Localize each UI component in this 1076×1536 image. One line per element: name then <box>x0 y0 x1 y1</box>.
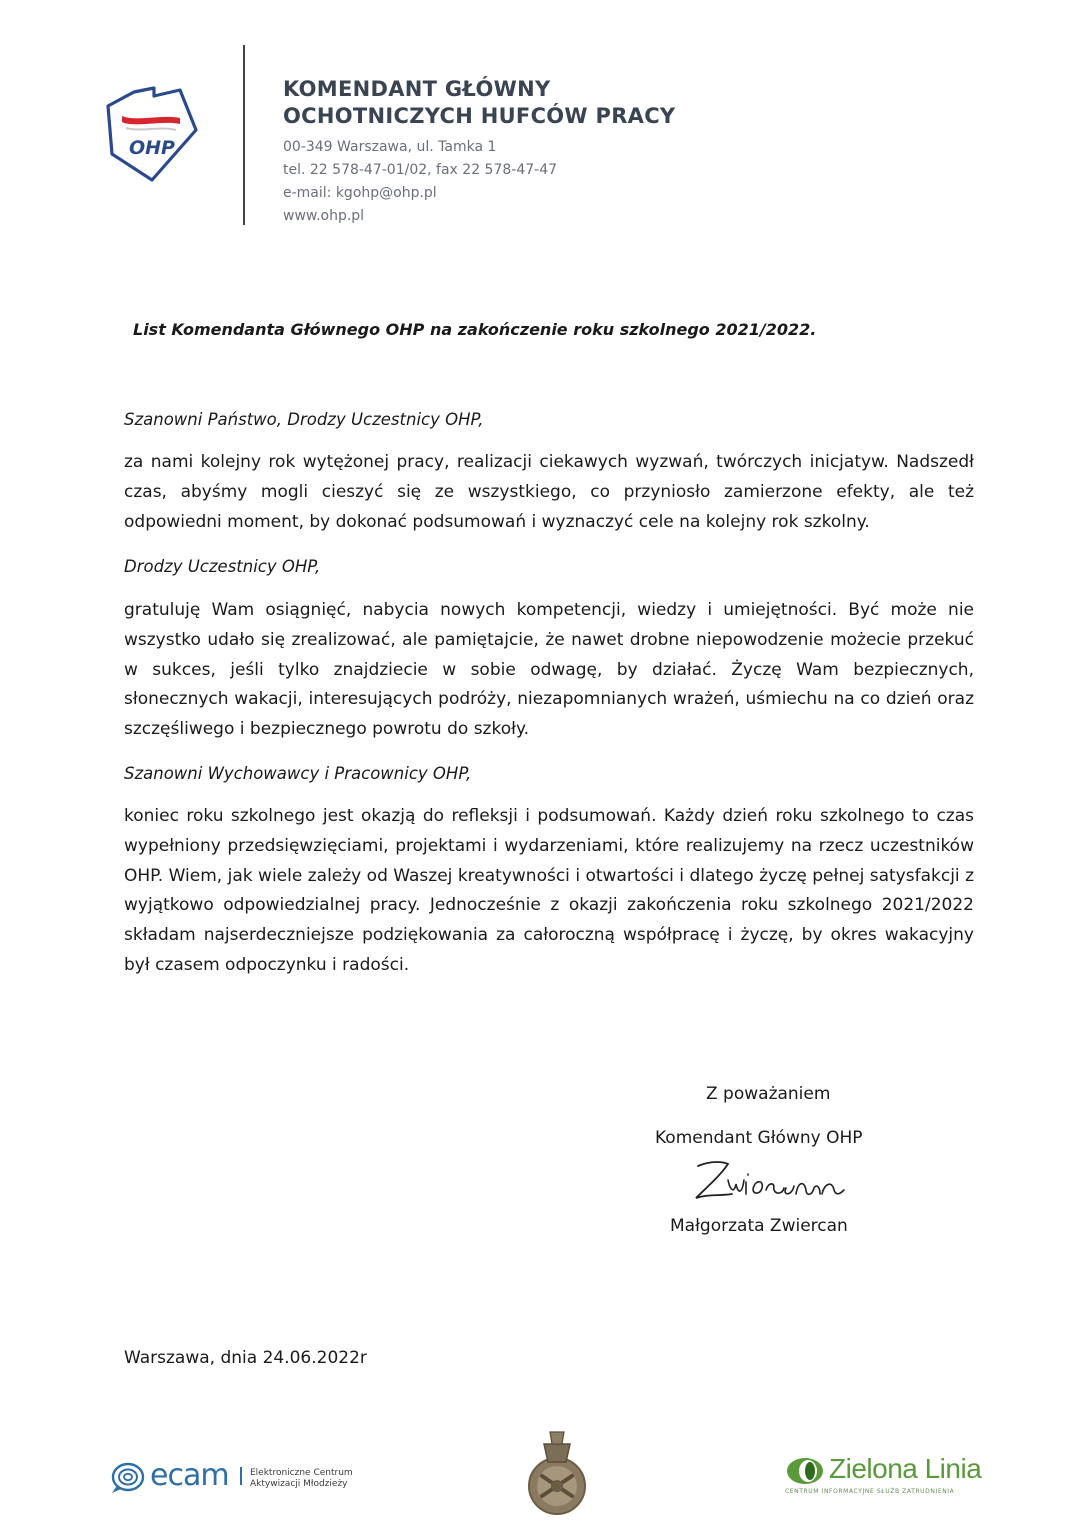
closing: Z poważaniem <box>706 1084 831 1104</box>
salutation-1: Szanowni Państwo, Drodzy Uczestnicy OHP, <box>124 410 484 429</box>
ecam-icon <box>110 1460 146 1494</box>
ohp-logo-text: OHP <box>129 137 175 159</box>
letterhead-address: 00-349 Warszawa, ul. Tamka 1 <box>283 139 497 155</box>
place-and-date: Warszawa, dnia 24.06.2022r <box>124 1348 367 1368</box>
letterhead-email: e-mail: kgohp@ohp.pl <box>283 185 437 201</box>
ohp-emblem <box>518 1422 596 1518</box>
letterhead-website: www.ohp.pl <box>283 208 365 224</box>
salutation-3: Szanowni Wychowawcy i Pracownicy OHP, <box>124 764 472 783</box>
ecam-subtitle <box>250 1468 353 1490</box>
zielona-linia-logo <box>785 1452 982 1496</box>
zielona-linia-icon <box>785 1456 825 1486</box>
paragraph-2: gratuluję Wam osiągnięć, nabycia nowych kompetencji, wiedzy i umiejętności. Być może nie wszystko udało się zrealizować, ale pamiętajcie, że nawet drobne niepowodzenie możecie przekuć w sukces, jeśli tylko znajdziecie w sobie odwagę, by działać. Życzę Wam bezpiecznych, słonecznych wakacji, interesujących podróży, niezapomnianych wrażeń, uśmiechu na co dzień oraz szczęśliwego i bezpiecznego powrotu do szkoły. <box>124 600 974 740</box>
signer-title: Komendant Główny OHP <box>655 1128 863 1148</box>
zielona-linia-tagline: CENTRUM INFORMACYJNE SŁUŻB ZATRUDNIENIA <box>785 1488 955 1495</box>
handwritten-signature <box>684 1150 854 1210</box>
paragraph-3: koniec roku szkolnego jest okazją do refleksji i podsumowań. Każdy dzień roku szkolnego to czas wypełniony przedsięwzięciami, projektami i wydarzeniami, które realizujemy na rzecz uczestników OHP. Wiem, jak wiele zależy od Waszej kreatywności i otwartości i dlatego życzę pełnej satysfakcji z wyjątkowo odpowiedzialnej pracy. Jednocześnie z okazji zakończenia roku szkolnego 2021/2022 składam najserdeczniejsze podziękowania za całoroczną współpracę i życzę, by okres wakacyjny był czasem odpoczynku i radości. <box>124 806 974 975</box>
letterhead-title-line1: KOMENDANT GŁÓWNY <box>283 77 551 101</box>
ohp-logo <box>104 84 200 184</box>
zielona-linia-wordmark: Zielona Linia <box>829 1453 982 1484</box>
letter-title: List Komendanta Głównego OHP na zakończenie roku szkolnego 2021/2022. <box>133 320 817 339</box>
ecam-logo <box>110 1458 353 1498</box>
salutation-2: Drodzy Uczestnicy OHP, <box>124 557 321 576</box>
ecam-subtitle-line1: Elektroniczne Centrum <box>250 1468 353 1478</box>
ecam-subtitle-line2: Aktywizacji Młodzieży <box>250 1479 348 1489</box>
letterhead-divider <box>243 45 245 225</box>
paragraph-1: za nami kolejny rok wytężonej pracy, realizacji ciekawych wyzwań, twórczych inicjatyw. Nadszedł czas, abyśmy mogli cieszyć się ze wszystkiego, co przyniosło zamierzone efekty, ale też odpowiedni moment, by dokonać podsumowań i wyznaczyć cele na kolejny rok szkolny. <box>124 452 974 532</box>
letterhead <box>283 76 675 228</box>
signer-name: Małgorzata Zwiercan <box>670 1216 848 1236</box>
letterhead-phone: tel. 22 578-47-01/02, fax 22 578-47-47 <box>283 162 558 178</box>
ecam-wordmark: ecam <box>150 1458 229 1493</box>
letterhead-title-line2: OCHOTNICZYCH HUFCÓW PRACY <box>283 104 676 128</box>
